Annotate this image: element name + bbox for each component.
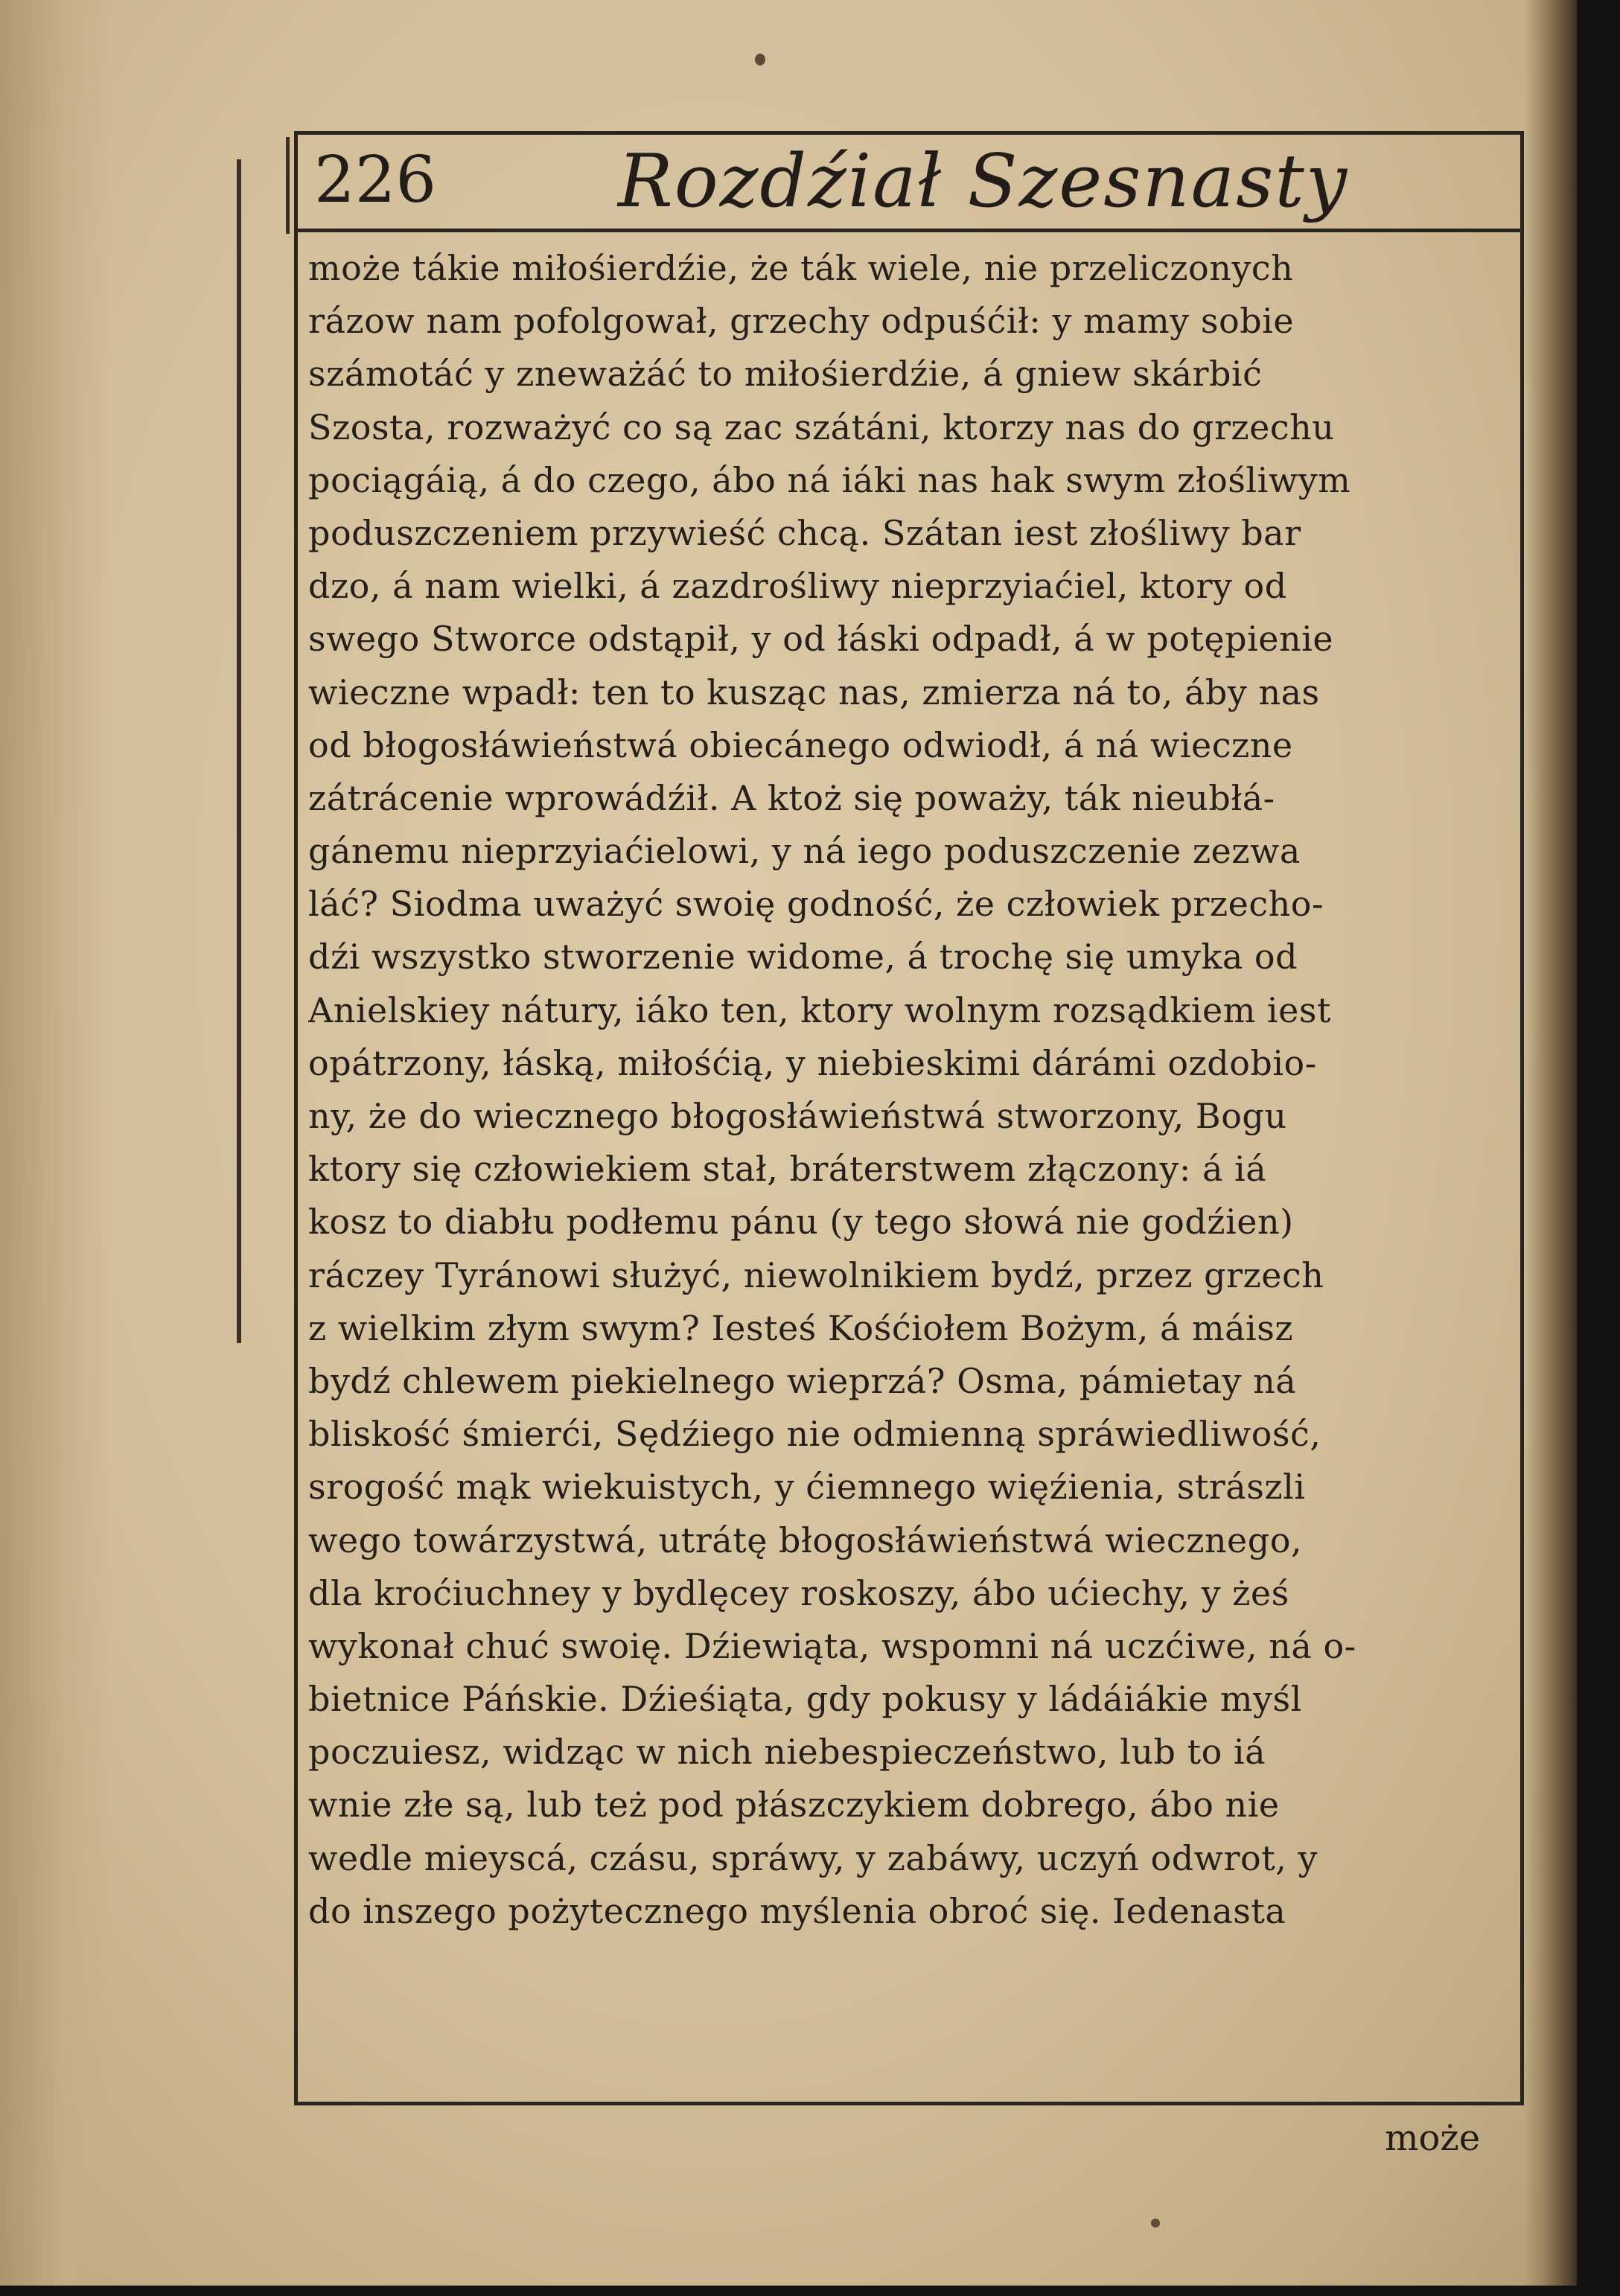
ink-spot-top bbox=[755, 54, 765, 66]
text-line: ktory się człowiekiem stał, bráterstwem złączony: á iá bbox=[308, 1149, 1267, 1190]
text-line: számotáć y zneważáć to miłośierdźie, á gniew skárbić bbox=[308, 354, 1263, 395]
text-line: srogość mąk wiekuistych, y ćiemnego więźienia, strászli bbox=[308, 1467, 1306, 1508]
ink-spot-bottom bbox=[1151, 2219, 1160, 2228]
text-line: wieczne wpadł: ten to kusząc nas, zmierza ná to, áby nas bbox=[308, 672, 1320, 712]
text-line: pociągáią, á do czego, ábo ná iáki nas hak swym złośliwym bbox=[308, 459, 1351, 500]
text-line: dla kroćiuchney y bydlęcey roskoszy, ábo ućiechy, y żeś bbox=[308, 1572, 1289, 1613]
body-text bbox=[308, 242, 1522, 1938]
running-title: Rozdźiał Szesnasty bbox=[618, 139, 1349, 224]
page-number: 226 bbox=[314, 143, 437, 217]
page-gutter-shadow bbox=[0, 0, 112, 2286]
page-header bbox=[298, 135, 1520, 232]
text-line: bietnice Páńskie. Dźieśiąta, gdy pokusy y ládáiákie myśl bbox=[308, 1679, 1302, 1720]
catchword: może bbox=[1385, 2117, 1481, 2159]
text-line: wykonał chuć swoię. Dźiewiąta, wspomni ná uczćiwe, ná o- bbox=[308, 1625, 1356, 1666]
left-rule-upper bbox=[286, 137, 290, 234]
text-line: wego towárzystwá, utrátę błogosłáwieństwá wiecznego, bbox=[308, 1519, 1303, 1560]
text-line: opátrzony, łáską, miłośćią, y niebieskimi dárámi ozdobio- bbox=[308, 1042, 1317, 1083]
text-line: Szosta, rozważyć co są zac szátáni, ktorzy nas do grzechu bbox=[308, 406, 1335, 447]
text-line: poczuiesz, widząc w nich niebespieczeństwo, lub to iá bbox=[308, 1732, 1266, 1773]
text-line: z wielkim złym swym? Iesteś Kośćiołem Bożym, á máisz bbox=[308, 1307, 1294, 1348]
text-line: kosz to diabłu podłemu pánu (y tego słowá nie godźien) bbox=[308, 1202, 1294, 1243]
text-line: zátrácenie wprowádźił. A ktoż się poważy, ták nieubłá- bbox=[308, 777, 1275, 818]
text-line: dźi wszystko stworzenie widome, á trochę się umyka od bbox=[308, 937, 1298, 978]
left-margin-rule bbox=[237, 159, 241, 1343]
text-line: wedle mieyscá, czásu, spráwy, y zabáwy, uczyń odwrot, y bbox=[308, 1837, 1318, 1878]
text-line: może tákie miłośierdźie, że ták wiele, nie przeliczonych bbox=[308, 248, 1294, 288]
text-line: wnie złe są, lub też pod płászczykiem dobrego, ábo nie bbox=[308, 1785, 1280, 1825]
text-line: ny, że do wiecznego błogosłáwieństwá stworzony, Bogu bbox=[308, 1096, 1287, 1136]
text-line: swego Stworce odstąpił, y od łáski odpadł, á w potępienie bbox=[308, 619, 1334, 660]
page-edge-shadow bbox=[1525, 0, 1577, 2286]
text-frame bbox=[294, 131, 1524, 2105]
text-line: gánemu nieprzyiaćielowi, y ná iego poduszczenie zezwa bbox=[308, 831, 1301, 872]
text-line: Anielskiey nátury, iáko ten, ktory wolnym rozsądkiem iest bbox=[308, 989, 1331, 1030]
text-line: od błogosłáwieństwá obiecánego odwiodł, á ná wieczne bbox=[308, 724, 1293, 765]
text-line: poduszczeniem przywieść chcą. Szátan iest złośliwy bar bbox=[308, 512, 1301, 553]
text-line: láć? Siodma uważyć swoię godność, że człowiek przecho- bbox=[308, 884, 1324, 925]
text-line: do inszego pożytecznego myślenia obroć się. Iedenasta bbox=[308, 1890, 1286, 1931]
text-line: bliskość śmierći, Sędźiego nie odmienną spráwiedliwość, bbox=[308, 1414, 1321, 1455]
text-line: ráczey Tyránowi służyć, niewolnikiem bydź, przez grzech bbox=[308, 1254, 1324, 1295]
text-line: dzo, á nam wielki, á zazdrośliwy nieprzyiaćiel, ktory od bbox=[308, 566, 1287, 607]
text-line: bydź chlewem piekielnego wieprzá? Osma, pámietay ná bbox=[308, 1360, 1297, 1401]
text-line: rázow nam pofolgował, grzechy odpuśćił: y mamy sobie bbox=[308, 301, 1295, 342]
